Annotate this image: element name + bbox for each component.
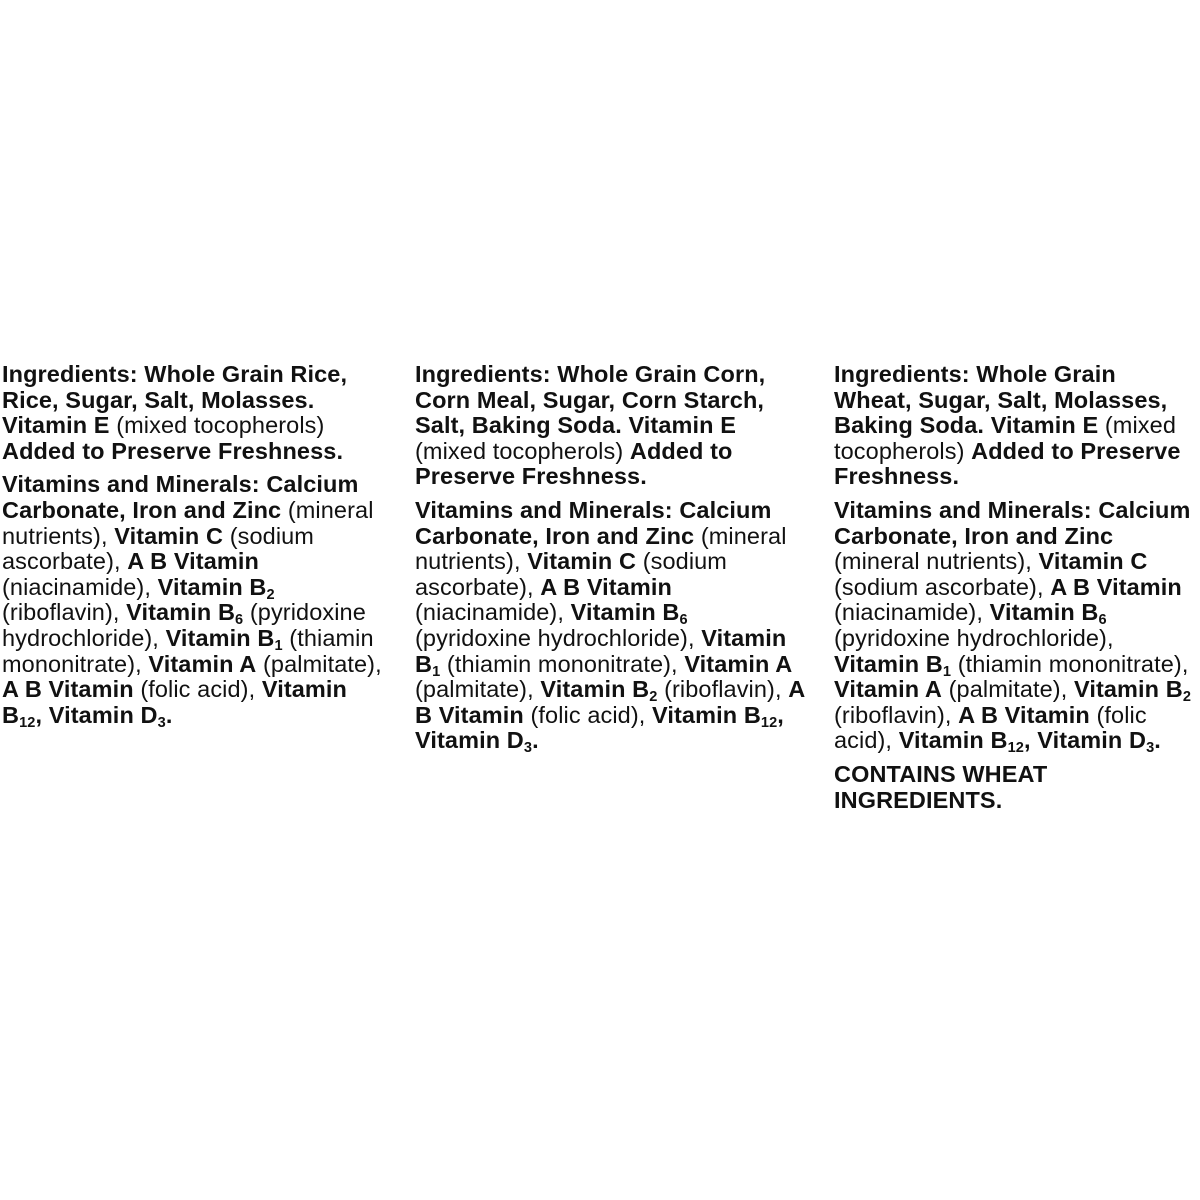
regular-text: (mineral nutrients), [2, 496, 374, 549]
bold-text: Vitamin B [415, 624, 787, 677]
subscript-text: 12 [760, 714, 778, 731]
bold-text: Vitamin B [989, 599, 1099, 626]
bold-text: Ingredients: Whole Grain Corn, Corn Meal, Sugar, Corn Starch, Salt, Baking Soda. Vitamin E [415, 361, 766, 439]
bold-text: Vitamin B [157, 573, 267, 600]
subscript-text: 2 [266, 586, 275, 603]
regular-text: (niacinamide), [2, 573, 158, 600]
ingredients-column-1 [2, 361, 387, 731]
ingredient-paragraph [415, 496, 810, 757]
bold-text: Vitamin A [834, 676, 942, 703]
ingredient-paragraph [834, 496, 1200, 757]
subscript-text: 2 [1182, 689, 1192, 706]
regular-text: (folic acid), [834, 701, 1147, 754]
regular-text: (mineral nutrients), [415, 522, 787, 575]
regular-text: (mixed tocopherols) [109, 412, 325, 439]
bold-text: Added to Preserve Freshness. [2, 437, 344, 464]
regular-text: (palmitate), [256, 650, 382, 677]
subscript-text: 3 [157, 714, 166, 731]
bold-text: , Vitamin D [1023, 727, 1147, 754]
regular-text: (mixed tocopherols) [834, 412, 1176, 464]
bold-text: Vitamin C [1038, 548, 1148, 575]
bold-text: Vitamins and Minerals: Calcium Carbonate, Iron and Zinc [2, 471, 359, 523]
bold-text: Vitamin B [126, 599, 236, 626]
bold-text: A B Vitamin [1050, 573, 1182, 600]
regular-text: (palmitate), [415, 676, 541, 703]
bold-text: Ingredients: Whole Grain Rice, Rice, Sugar, Salt, Molasses. Vitamin E [2, 361, 348, 439]
bold-text: Vitamins and Minerals: Calcium Carbonate, Iron and Zinc [834, 496, 1191, 549]
bold-text: Vitamin C [114, 522, 224, 549]
ingredient-paragraph [415, 362, 810, 490]
subscript-text: 1 [274, 638, 283, 655]
regular-text: (pyridoxine hydrochloride), [2, 599, 366, 651]
ingredient-paragraph [2, 362, 387, 464]
bold-text: Vitamin A [148, 650, 257, 677]
ingredient-paragraph [2, 471, 387, 731]
bold-text: A B Vitamin [540, 573, 672, 600]
regular-text: (thiamin mononitrate), [951, 650, 1189, 677]
subscript-text: 12 [19, 714, 36, 731]
subscript-text: 1 [942, 663, 952, 680]
bold-text: Vitamin B [165, 624, 275, 651]
regular-text: (sodium ascorbate), [415, 548, 727, 600]
regular-text: (folic acid), [523, 701, 653, 728]
ingredient-paragraph [834, 762, 1200, 813]
ingredients-column-2 [415, 361, 810, 757]
regular-text: (sodium ascorbate), [2, 522, 314, 575]
bold-text: A B Vitamin [958, 701, 1090, 728]
bold-text: Vitamin B [1073, 676, 1183, 703]
bold-text: CONTAINS WHEAT INGREDIENTS. [834, 760, 1048, 813]
bold-text: A B Vitamin [415, 676, 805, 728]
subscript-text: 6 [1098, 612, 1107, 629]
regular-text: (mixed tocopherols) [415, 437, 630, 464]
subscript-text: 3 [1146, 740, 1155, 757]
regular-text: (thiamin mononitrate), [440, 650, 685, 677]
regular-text: (folic acid), [133, 676, 262, 703]
ingredients-column-3 [834, 362, 1200, 813]
regular-text: (pyridoxine hydrochloride), [834, 624, 1114, 651]
regular-text: (niacinamide), [834, 599, 990, 626]
bold-text: Added to Preserve Freshness. [415, 437, 733, 490]
bold-text: Vitamins and Minerals: Calcium Carbonate, Iron and Zinc [415, 496, 772, 549]
subscript-text: 6 [235, 612, 244, 629]
regular-text: (niacinamide), [415, 599, 571, 626]
bold-text: Vitamin B [898, 727, 1008, 754]
bold-text: Ingredients: Whole Grain Wheat, Sugar, Salt, Molasses, Baking Soda. Vitamin E [834, 361, 1168, 439]
regular-text: (riboflavin), [657, 676, 789, 703]
bold-text: Vitamin B [540, 676, 650, 703]
bold-text: A B Vitamin [2, 676, 134, 703]
regular-text: (pyridoxine hydrochloride), [415, 624, 702, 651]
subscript-text: 6 [679, 612, 688, 629]
subscript-text: 1 [432, 663, 441, 680]
bold-text: , Vitamin D [415, 701, 784, 754]
bold-text: , Vitamin D [35, 701, 158, 728]
regular-text: (sodium ascorbate), [834, 573, 1051, 600]
subscript-text: 2 [649, 689, 658, 706]
bold-text: Vitamin B [652, 701, 761, 728]
bold-text: A B Vitamin [127, 548, 259, 575]
regular-text: (palmitate), [941, 676, 1074, 703]
regular-text: (mineral nutrients), [834, 548, 1039, 575]
bold-text: Vitamin B [2, 676, 348, 728]
bold-text: Vitamin B [834, 650, 943, 677]
subscript-text: 3 [523, 740, 533, 757]
subscript-text: 12 [1007, 740, 1024, 757]
bold-text: Vitamin C [527, 548, 637, 575]
bold-text: . [1154, 727, 1161, 754]
bold-text: Vitamin B [570, 599, 680, 626]
ingredient-paragraph [834, 362, 1200, 490]
bold-text: Added to Preserve Freshness. [834, 437, 1181, 490]
regular-text: (riboflavin), [834, 701, 959, 728]
regular-text: (thiamin mononitrate), [2, 624, 374, 677]
bold-text: . [532, 727, 539, 754]
bold-text: Vitamin A [684, 650, 793, 677]
bold-text: . [165, 701, 173, 728]
regular-text: (riboflavin), [2, 599, 127, 626]
